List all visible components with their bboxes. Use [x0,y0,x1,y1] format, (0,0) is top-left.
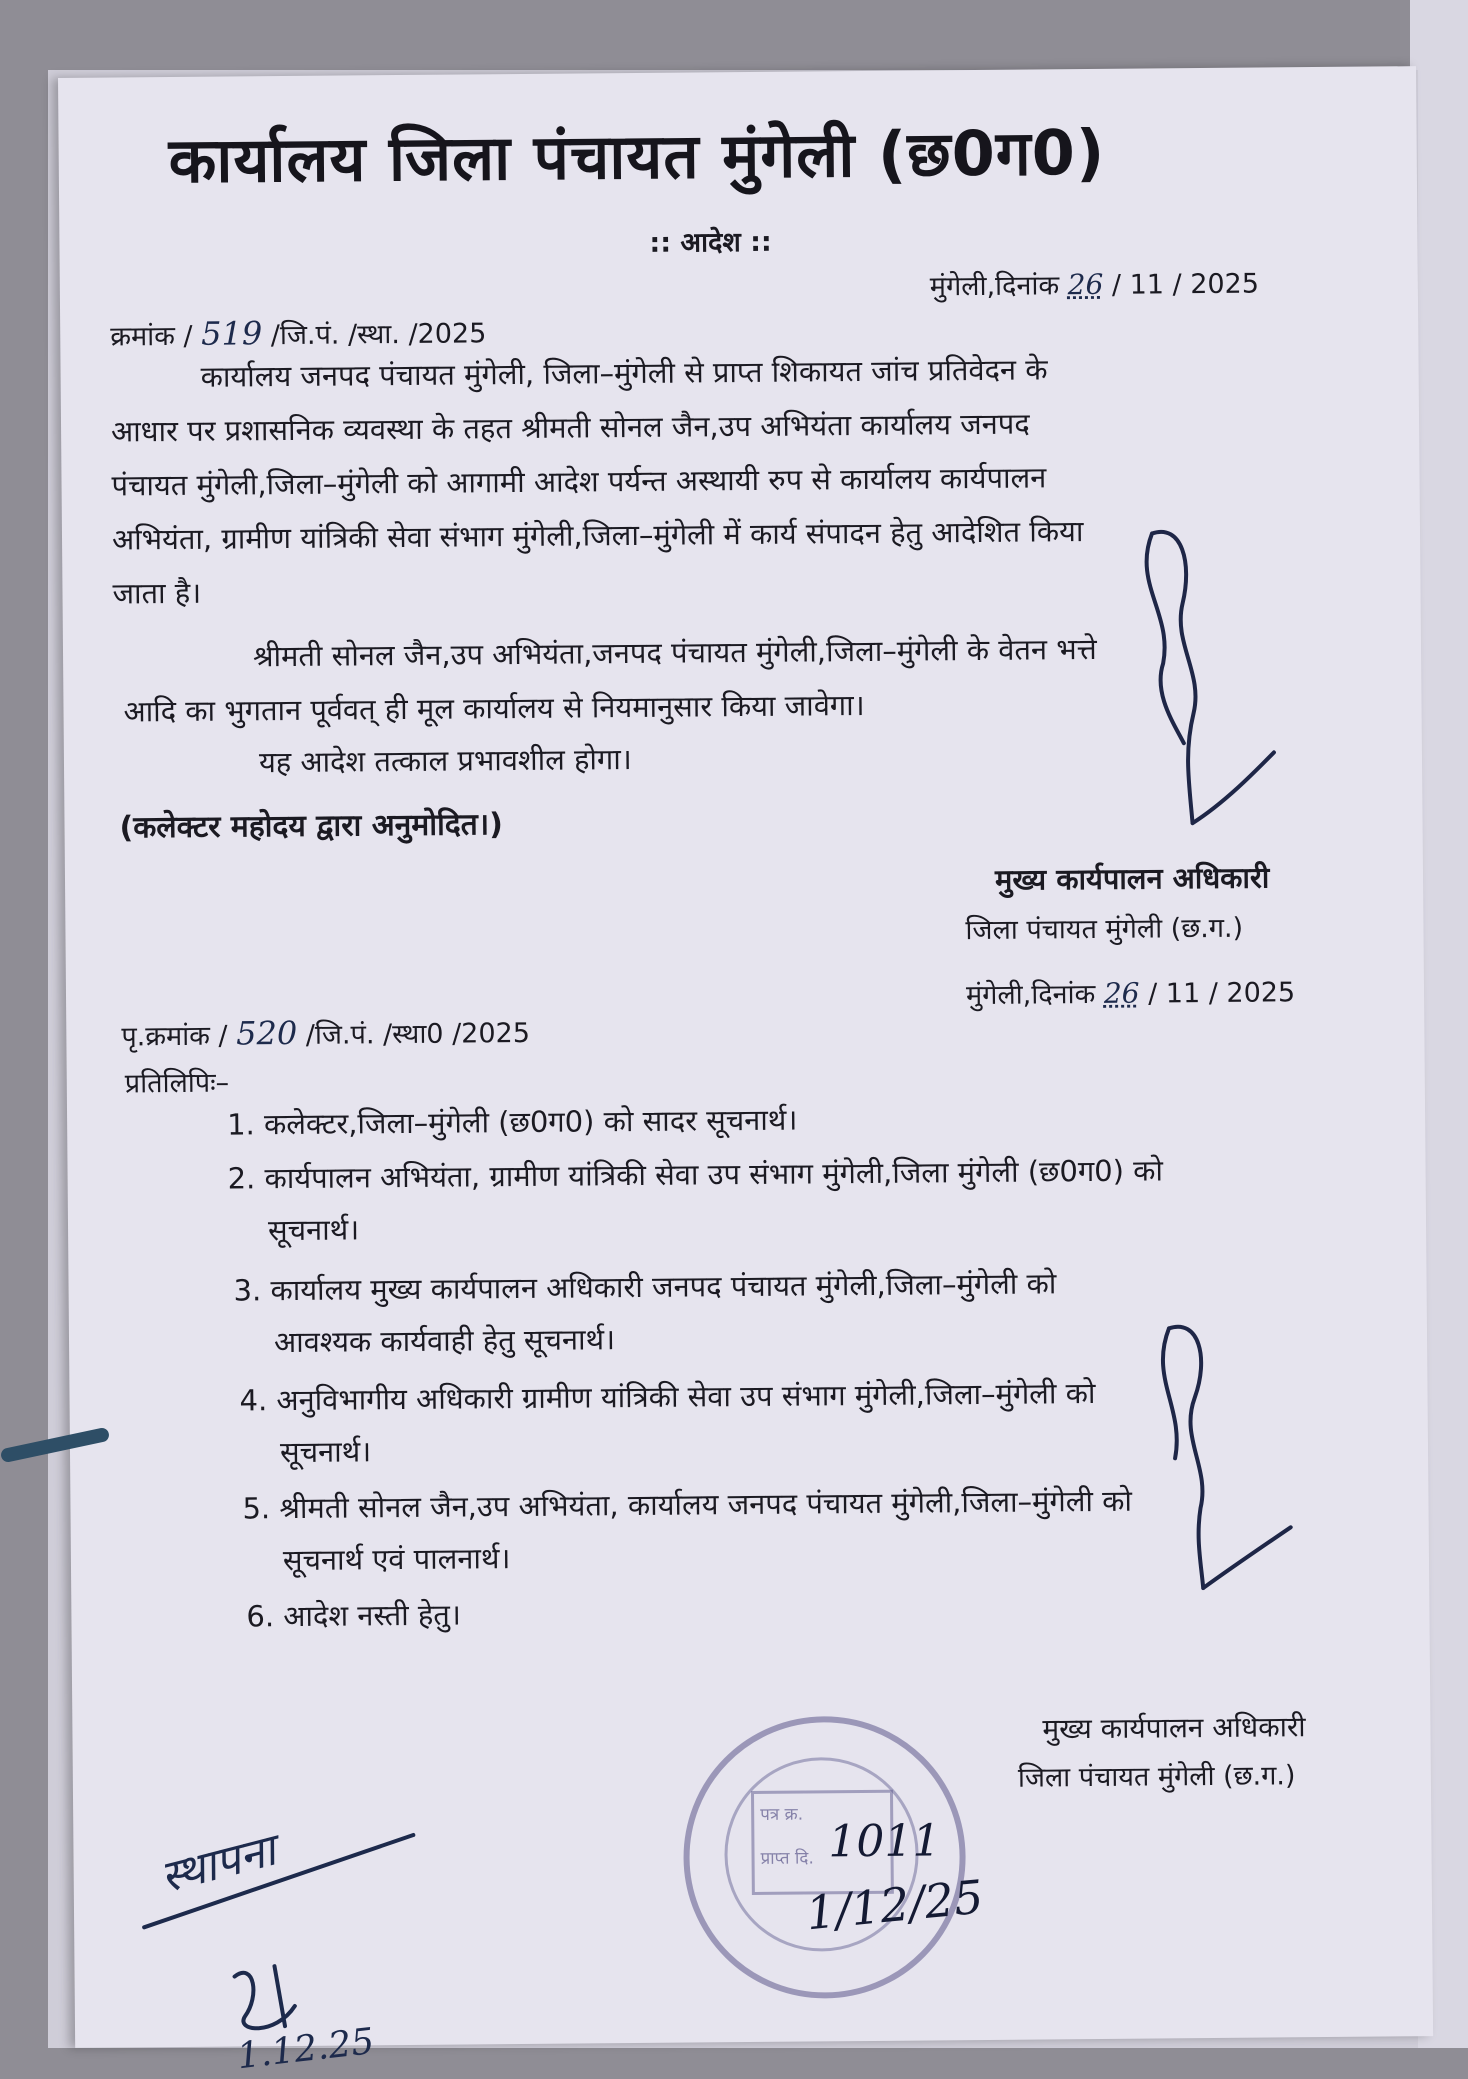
copy-reference [121,1012,530,1054]
copy-item-3 [233,1266,1057,1308]
copy-item-6 [246,1597,461,1634]
approval-note: (कलेक्टर महोदय द्वारा अनुमोदित।) [119,807,504,846]
inward-date: 1/12/25 [803,1869,986,1941]
order-reference [110,312,486,353]
copy-item-5 [242,1483,1133,1526]
signatory-title-1: मुख्य कार्यपालन अधिकारी [994,860,1270,897]
para2-line-2: आदि का भुगतान पूर्ववत् ही मूल कार्यालय से नियमानुसार किया जावेगा। [123,687,865,729]
copy-item-3-line-2: आवश्यक कार्यवाही हेतु सूचनार्थ। [273,1322,616,1360]
copy-item-4 [239,1375,1096,1418]
copy-ref-suffix: /जि.पं. /स्था0 /2025 [305,1017,531,1051]
para1-line-4: अभियंता, ग्रामीण यांत्रिकी सेवा संभाग मुंगेली,जिला–मुंगेली में कार्य संपादन हेतु आदेशित किया [111,514,1084,557]
document-sheet [58,66,1433,2078]
signatory-office-2: जिला पंचायत मुंगेली (छ.ग.) [1017,1760,1296,1794]
copy-item-1-number: 1. [226,1107,255,1142]
signatory-title-2: मुख्य कार्यपालन अधिकारी [1042,1710,1306,1746]
order-date [930,264,1259,304]
order-date-day: 26 [1067,267,1104,302]
copy-date-month-year: / 11 / 2025 [1148,977,1296,1010]
para2-line-1: श्रीमती सोनल जैन,उप अभियंता,जनपद पंचायत मुंगेली,जिला–मुंगेली के वेतन भत्ते [252,631,1097,674]
copy-ref-number: 520 [235,1013,298,1053]
copy-list-label: प्रतिलिपिः– [124,1067,230,1100]
order-heading: :: आदेश :: [649,226,772,259]
copy-item-2 [227,1153,1164,1196]
seal-label-date: प्राप्त दि. [760,1848,814,1869]
copy-item-4-line-2: सूचनार्थ। [279,1434,372,1470]
copy-ref-prefix: पृ.क्रमांक / [121,1020,228,1053]
handwritten-note-date: 1.12.25 [235,2020,377,2078]
copy-date-label: मुंगेली,दिनांक [965,978,1096,1012]
para1-line-5: जाता है। [112,575,202,611]
inward-number: 1011 [828,1815,941,1868]
copy-item-6-line-1: आदेश नस्ती हेतु। [283,1597,461,1634]
order-date-month-year: / 11 / 2025 [1111,268,1260,301]
order-ref-suffix: /जि.पं. /स्था. /2025 [270,318,487,352]
para1-line-3: पंचायत मुंगेली,जिला–मुंगेली को आगामी आदेश पर्यन्त अस्थायी रुप से कार्यालय कार्यपालन [111,460,1047,503]
copy-item-2-number: 2. [227,1161,256,1196]
office-title: कार्यालय जिला पंचायत मुंगेली (छ0ग0) [168,115,1106,198]
copy-item-4-line-1: अनुविभागीय अधिकारी ग्रामीण यांत्रिकी सेवा उप संभाग मुंगेली,जिला–मुंगेली को [276,1375,1096,1418]
copy-item-3-number: 3. [233,1273,262,1308]
copy-date-day: 26 [1103,976,1140,1010]
copy-item-1 [226,1102,798,1142]
copy-item-5-line-1: श्रीमती सोनल जैन,उप अभियंता, कार्यालय जनपद पंचायत मुंगेली,जिला–मुंगेली को [279,1483,1133,1526]
copy-item-3-line-1: कार्यालय मुख्य कार्यपालन अधिकारी जनपद पंचायत मुंगेली,जिला–मुंगेली को [270,1266,1057,1308]
order-date-label: मुंगेली,दिनांक [929,270,1060,303]
copy-item-6-number: 6. [246,1599,275,1634]
para1-line-2: आधार पर प्रशासनिक व्यवस्था के तहत श्रीमती सोनल जैन,उप अभियंता कार्यालय जनपद [110,406,1030,449]
copy-date [966,972,1295,1012]
copy-item-5-number: 5. [242,1491,271,1526]
copy-item-4-number: 4. [239,1383,268,1418]
copy-item-2-line-1: कार्यपालन अभियंता, ग्रामीण यांत्रिकी सेवा उप संभाग मुंगेली,जिला मुंगेली (छ0ग0) को [264,1153,1164,1196]
handwritten-note: स्थापना [155,1824,281,1904]
signature-2 [1109,1307,1312,1609]
copy-item-5-line-2: सूचनार्थ एवं पालनार्थ। [282,1541,511,1578]
seal-label-number: पत्र क्र. [760,1804,804,1825]
signatory-office-1: जिला पंचायत मुंगेली (छ.ग.) [965,912,1244,947]
order-ref-number: 519 [200,314,263,353]
signature-1 [1112,522,1305,854]
copy-item-2-line-2: सूचनार्थ। [267,1212,360,1248]
para3: यह आदेश तत्काल प्रभावशील होगा। [258,742,632,780]
order-ref-prefix: क्रमांक / [110,320,193,353]
para1-line-1: कार्यालय जनपद पंचायत मुंगेली, जिला–मुंगेली से प्राप्त शिकायत जांच प्रतिवेदन के [200,352,1048,394]
copy-item-1-line-1: कलेक्टर,जिला–मुंगेली (छ0ग0) को सादर सूचनार्थ। [263,1102,798,1142]
